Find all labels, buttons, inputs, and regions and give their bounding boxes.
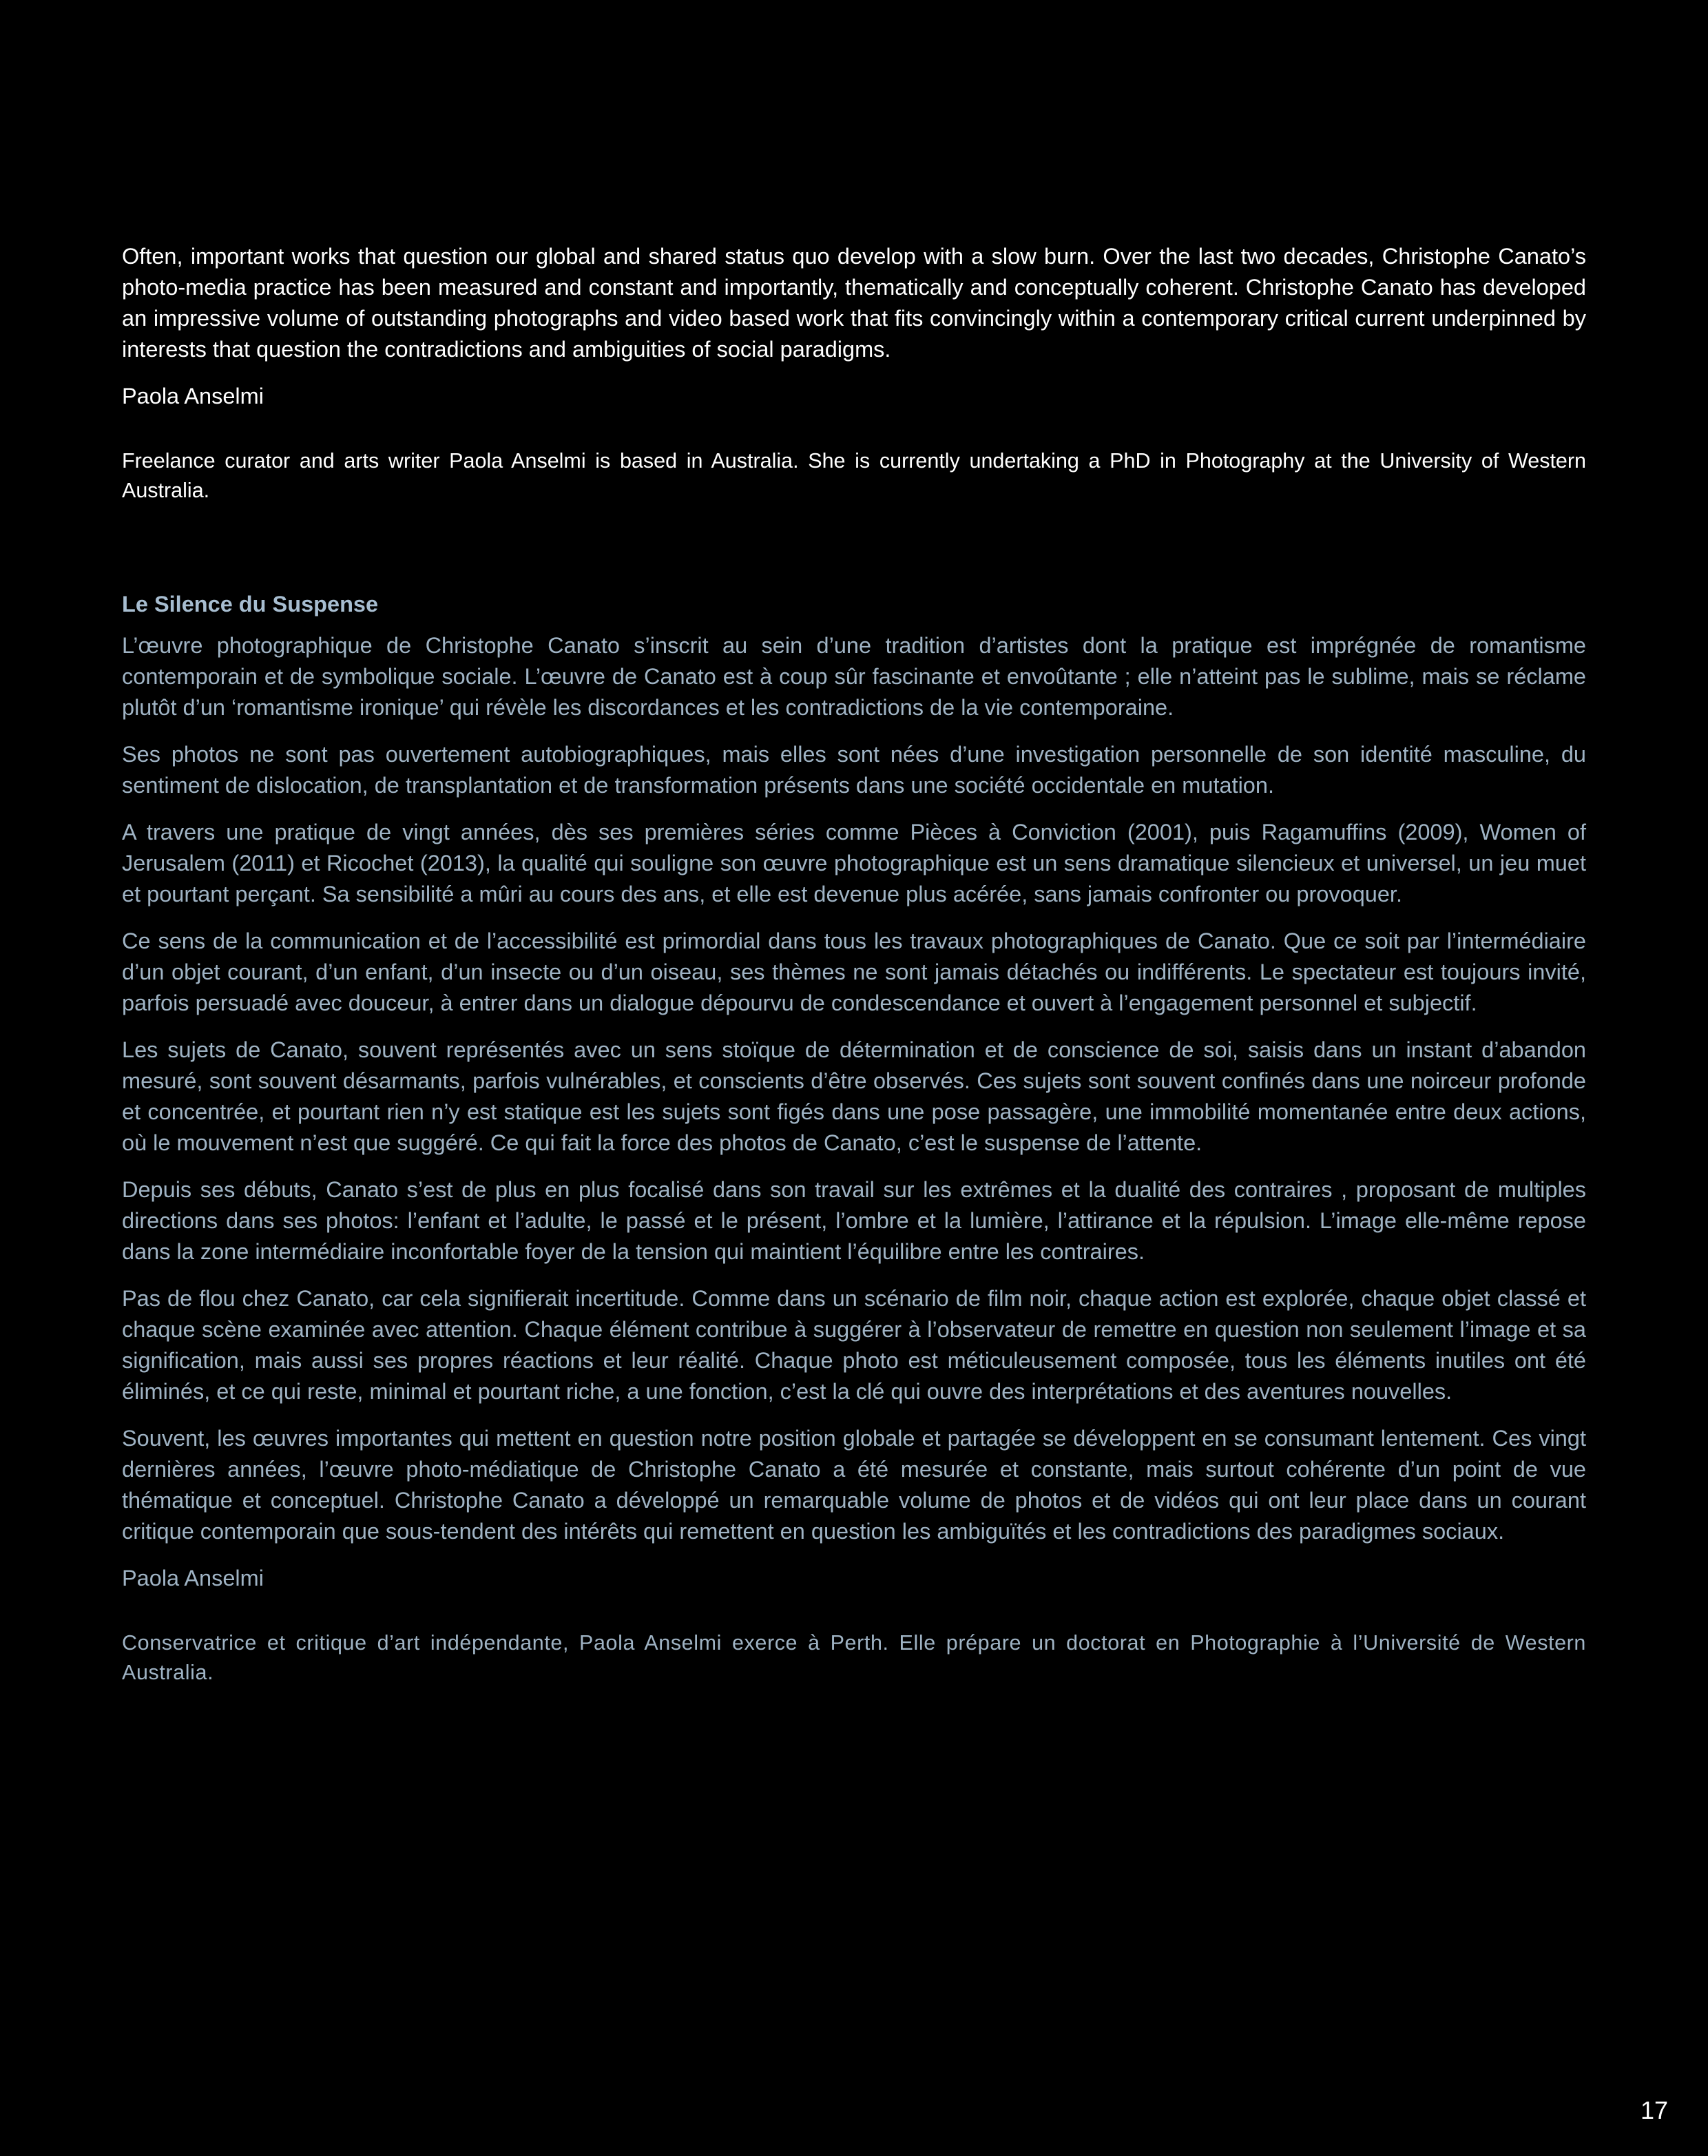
french-paragraph: Pas de flou chez Canato, car cela signifierait incertitude. Comme dans un scénario de film noir, chaque action est explorée, chaque objet classé et chaque scène examinée avec attention. Chaque élément contribue à suggérer à l’observateur de remettre en question non seulement l’image et sa signification, mais aussi ses propres réactions et leur réalité. Chaque photo est méticuleusement composée, tous les éléments inutiles ont été éliminés, et ce qui reste, minimal et pourtant riche, a une fonction, c’est la clé qui ouvre des interprétations et des aventures nouvelles.	[122, 1286, 1586, 1404]
english-section	[122, 241, 1586, 506]
french-paragraph: Ce sens de la communication et de l’accessibilité est primordial dans tous les travaux photographiques de Canato. Que ce soit par l’intermédiaire d’un objet courant, d’un enfant, d’un insecte ou d’un oiseau, ses thèmes ne sont jamais détachés ou indifférents. Le spectateur est toujours invité, parfois persuadé avec douceur, à entrer dans un dialogue dépourvu de condescendance et ouvert à l’engagement personnel et subjectif.	[122, 929, 1586, 1015]
french-author-bio: Conservatrice et critique d’art indépendante, Paola Anselmi exerce à Perth. Elle prépare un doctorat en Photographie à l’Université de Western Australia.	[122, 1631, 1586, 1684]
english-paragraph: Often, important works that question our global and shared status quo develop with a slow burn. Over the last two decades, Christophe Canato’s photo-media practice has been measured and constant and importantly, thematically and conceptually coherent. Christophe Canato has developed an impressive volume of outstanding photographs and video based work that fits convincingly within a contemporary critical current underpinned by interests that question the contradictions and ambiguities of social paradigms.	[122, 244, 1586, 362]
french-paragraph: Les sujets de Canato, souvent représentés avec un sens stoïque de détermination et de conscience de soi, saisis dans un instant d’abandon mesuré, sont souvent désarmants, parfois vulnérables, et conscients d’être observés. Ces sujets sont souvent confinés dans une noirceur profonde et concentrée, et pourtant rien n’y est statique est les sujets sont figés dans une pose passagère, une immobilité momentanée entre deux actions, où le mouvement n’est que suggéré. Ce qui fait la force des photos de Canato, c’est le suspense de l’attente.	[122, 1037, 1586, 1155]
french-section-title: Le Silence du Suspense	[122, 592, 379, 616]
english-author-bio: Freelance curator and arts writer Paola Anselmi is based in Australia. She is currently undertaking a PhD in Photography at the University of Western Australia.	[122, 449, 1586, 502]
french-author: Paola Anselmi	[122, 1566, 264, 1590]
french-paragraph: Souvent, les œuvres importantes qui mettent en question notre position globale et partagée se développent en se consumant lentement. Ces vingt dernières années, l’œuvre photo-médiatique de Christophe Canato a été mesurée et constante, mais surtout cohérente d’un point de vue thématique et conceptuel. Christophe Canato a développé un remarquable volume de photos et de vidéos qui ont leur place dans un courant critique contemporain que sous-tendent des intérêts qui remettent en question les ambiguïtés et les contradictions des paradigmes sociaux.	[122, 1426, 1586, 1544]
french-section	[122, 589, 1586, 1688]
french-paragraph: L’œuvre photographique de Christophe Canato s’inscrit au sein d’une tradition d’artistes dont la pratique est imprégnée de romantisme contemporain et de symbolique sociale. L’œuvre de Canato est à coup sûr fascinante et envoûtante ; elle n’atteint pas le sublime, mais se réclame plutôt d’un ‘romantisme ironique’ qui révèle les discordances et les contradictions de la vie contemporaine.	[122, 633, 1586, 720]
french-paragraph: Depuis ses débuts, Canato s’est de plus en plus focalisé dans son travail sur les extrêmes et la dualité des contraires , proposant de multiples directions dans ses photos: l’enfant et l’adulte, le passé et le présent, l’ombre et la lumière, l’attirance et la répulsion. L’image elle-même repose dans la zone intermédiaire inconfortable foyer de la tension qui maintient l’équilibre entre les contraires.	[122, 1177, 1586, 1264]
page-number: 17	[1640, 2096, 1668, 2124]
french-paragraph: A travers une pratique de vingt années, dès ses premières séries comme Pièces à Conviction (2001), puis Ragamuffins (2009), Women of Jerusalem (2011) et Ricochet (2013), la qualité qui souligne son œuvre photographique est un sens dramatique silencieux et universel, un jeu muet et pourtant perçant. Sa sensibilité a mûri au cours des ans, et elle est devenue plus acérée, sans jamais confronter ou provoquer.	[122, 820, 1586, 906]
french-paragraph: Ses photos ne sont pas ouvertement autobiographiques, mais elles sont nées d’une investigation personnelle de son identité masculine, du sentiment de dislocation, de transplantation et de transformation présents dans une société occidentale en mutation.	[122, 742, 1586, 798]
english-author: Paola Anselmi	[122, 384, 264, 408]
